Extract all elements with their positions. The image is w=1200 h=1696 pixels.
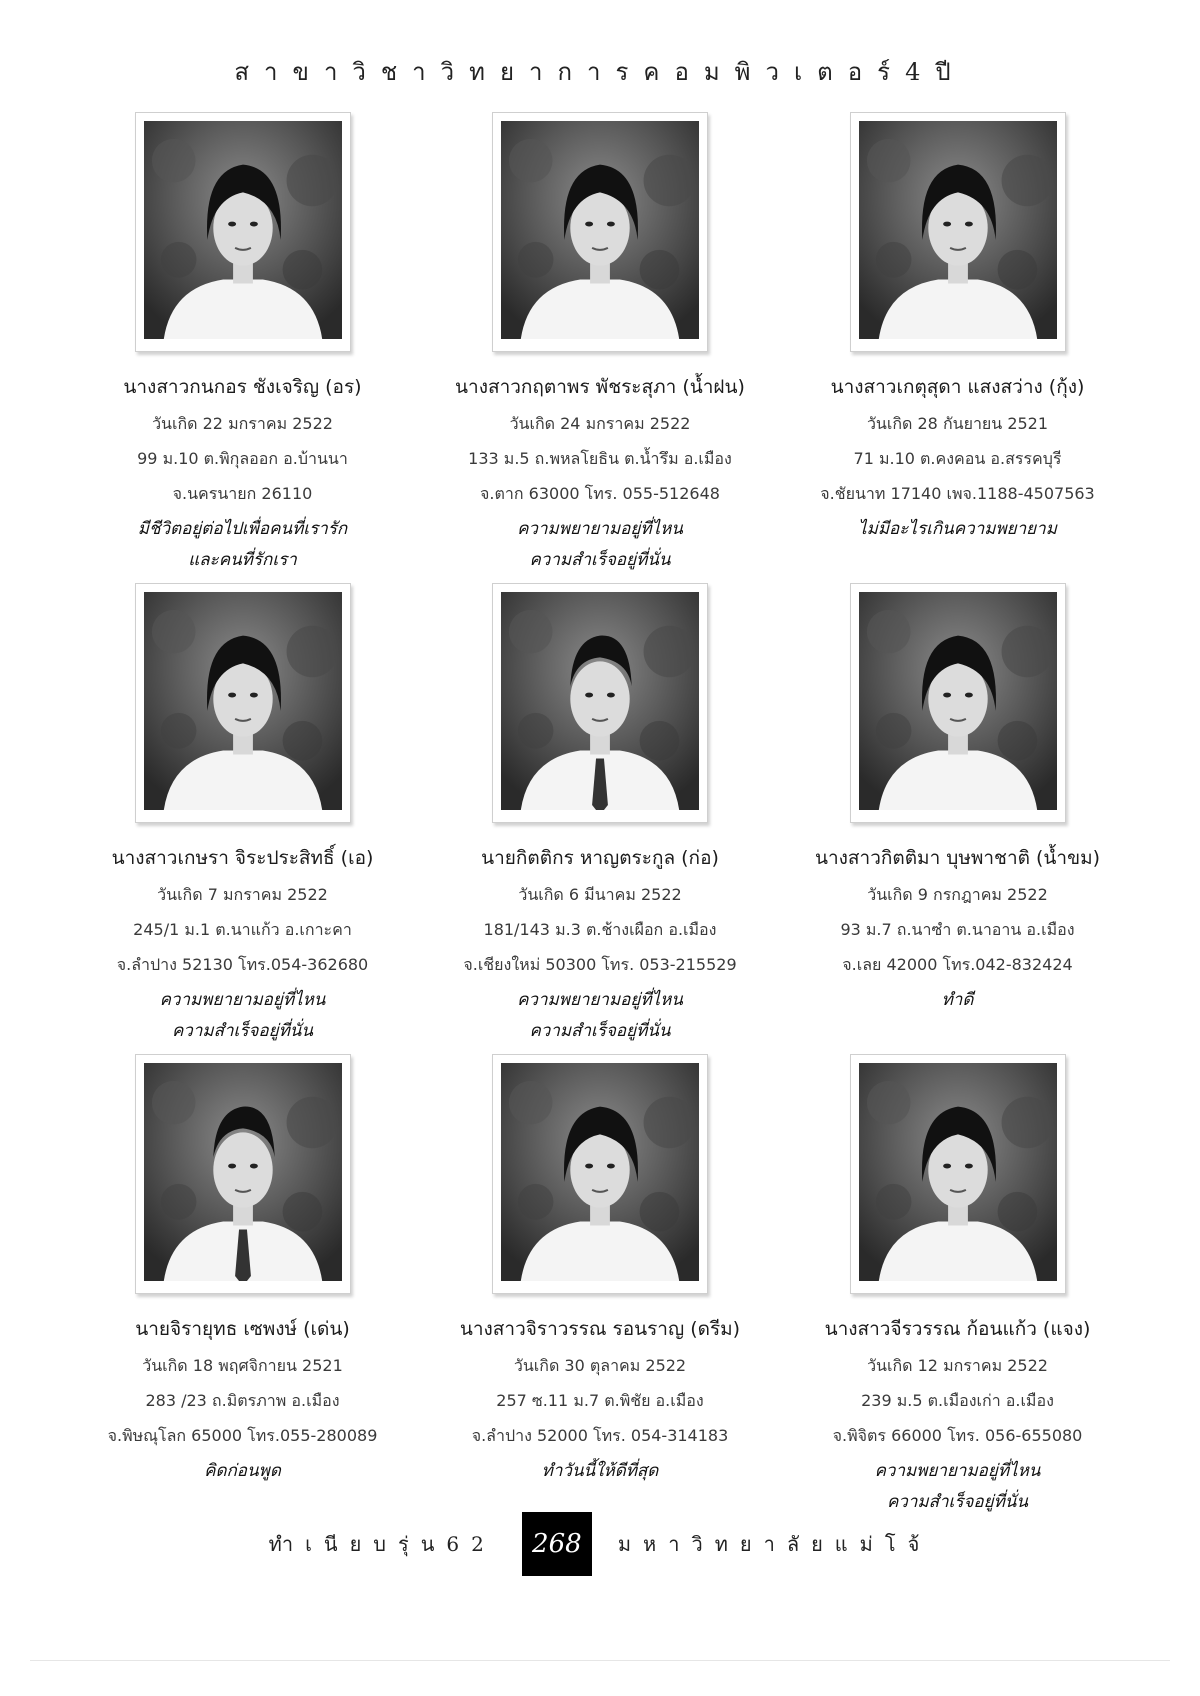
student-motto: ความสำเร็จอยู่ที่นั่น <box>886 1492 1029 1512</box>
student-card <box>428 1054 773 1525</box>
student-address-line-2: จ.นครนายก 26110 <box>172 484 313 503</box>
student-address-line-2: จ.ลำปาง 52130 โทร.054-362680 <box>116 955 369 974</box>
student-birthdate: วันเกิด 24 มกราคม 2522 <box>509 414 691 433</box>
student-address-line-1: 239 ม.5 ต.เมืองเก่า อ.เมือง <box>861 1391 1054 1410</box>
student-photo <box>850 583 1066 823</box>
page-footer <box>0 1512 1200 1576</box>
student-address-line-1: 93 ม.7 ถ.นาซำ ต.นาอาน อ.เมือง <box>840 920 1075 939</box>
student-birthdate: วันเกิด 12 มกราคม 2522 <box>867 1356 1048 1375</box>
student-card <box>70 112 415 583</box>
student-address-line-1: 257 ซ.11 ม.7 ต.พิชัย อ.เมือง <box>496 1391 704 1410</box>
page-title: สาขาวิชาวิทยาการคอมพิวเตอร์4ปี <box>234 58 966 86</box>
student-birthdate: วันเกิด 22 มกราคม 2522 <box>152 414 333 433</box>
student-card <box>428 112 773 583</box>
student-photo <box>492 112 708 352</box>
student-birthdate: วันเกิด 9 กรกฎาคม 2522 <box>867 885 1048 904</box>
student-photo <box>492 1054 708 1294</box>
student-row <box>70 583 1130 1054</box>
footer-university-label: มหาวิทยาลัยแม่โจ้ <box>617 1532 932 1556</box>
student-name: นางสาวเกตุสุดา แสงสว่าง (กุ้ง) <box>830 376 1085 398</box>
student-birthdate: วันเกิด 18 พฤศจิกายน 2521 <box>142 1356 343 1375</box>
student-birthdate: วันเกิด 30 ตุลาคม 2522 <box>513 1356 687 1375</box>
student-card <box>70 1054 415 1525</box>
student-name: นางสาวเกษรา จิระประสิทธิ์ (เอ) <box>111 847 374 869</box>
student-name: นางสาวกิตติมา บุษพาชาติ (น้ำขม) <box>815 847 1100 869</box>
student-motto: ทำดี <box>941 990 974 1010</box>
student-address-line-1: 71 ม.10 ต.คงคอน อ.สรรคบุรี <box>853 449 1062 468</box>
student-card <box>785 583 1130 1054</box>
student-photo <box>135 583 351 823</box>
student-card <box>785 1054 1130 1525</box>
student-name: นางสาวกนกอร ชังเจริญ (อร) <box>123 376 362 398</box>
student-name: นางสาวจิราวรรณ รอนราญ (ดรีม) <box>459 1318 741 1340</box>
student-address-line-1: 133 ม.5 ถ.พหลโยธิน ต.น้ำรึม อ.เมือง <box>468 449 732 468</box>
student-row <box>70 1054 1130 1525</box>
student-photo <box>135 1054 351 1294</box>
student-birthdate: วันเกิด 7 มกราคม 2522 <box>157 885 328 904</box>
student-photo <box>850 112 1066 352</box>
student-name: นางสาวกฤตาพร พัชระสุภา (น้ำฝน) <box>455 376 745 398</box>
student-address-line-1: 245/1 ม.1 ต.นาแก้ว อ.เกาะคา <box>133 920 352 939</box>
student-motto: คิดก่อนพูด <box>204 1461 281 1481</box>
footer-yearbook-label: ทำเนียบรุ่น62 <box>268 1532 496 1556</box>
student-birthdate: วันเกิด 28 กันยายน 2521 <box>866 414 1049 433</box>
student-motto: ความพยายามอยู่ที่ไหน <box>159 990 326 1010</box>
student-name: นายจิรายุทธ เซพงษ์ (เด่น) <box>135 1318 350 1340</box>
student-motto: ความสำเร็จอยู่ที่นั่น <box>529 550 671 570</box>
student-card <box>70 583 415 1054</box>
student-photo <box>492 583 708 823</box>
student-address-line-2: จ.ตาก 63000 โทร. 055-512648 <box>480 484 720 503</box>
student-motto: ความพยายามอยู่ที่ไหน <box>874 1461 1041 1481</box>
page-number: 268 <box>522 1512 592 1576</box>
student-motto: ความพยายามอยู่ที่ไหน <box>517 990 683 1010</box>
student-address-line-2: จ.เลย 42000 โทร.042-832424 <box>842 955 1073 974</box>
student-address-line-1: 283 /23 ถ.มิตรภาพ อ.เมือง <box>145 1391 340 1410</box>
student-card <box>785 112 1130 583</box>
student-address-line-2: จ.ลำปาง 52000 โทร. 054-314183 <box>471 1426 729 1445</box>
student-address-line-2: จ.พิษณุโลก 65000 โทร.055-280089 <box>107 1426 378 1445</box>
student-motto: ทำวันนี้ให้ดีที่สุด <box>541 1461 659 1481</box>
student-name: นายกิตติกร หาญตระกูล (ก่อ) <box>481 847 719 869</box>
bottom-rule <box>30 1660 1170 1661</box>
student-name: นางสาวจีรวรรณ ก้อนแก้ว (แจง) <box>824 1318 1091 1340</box>
student-address-line-2: จ.เชียงใหม่ 50300 โทร. 053-215529 <box>463 955 737 974</box>
student-motto: ไม่มีอะไรเกินความพยายาม <box>858 519 1057 539</box>
student-motto: ความสำเร็จอยู่ที่นั่น <box>529 1021 671 1041</box>
student-photo <box>850 1054 1066 1294</box>
student-birthdate: วันเกิด 6 มีนาคม 2522 <box>518 885 682 904</box>
student-motto: ความสำเร็จอยู่ที่นั่น <box>171 1021 314 1041</box>
student-card <box>428 583 773 1054</box>
student-motto: และคนที่รักเรา <box>188 550 297 570</box>
student-grid <box>70 112 1130 1525</box>
student-address-line-1: 99 ม.10 ต.พิกุลออก อ.บ้านนา <box>137 449 348 468</box>
student-motto: มีชีวิตอยู่ต่อไปเพื่อคนที่เรารัก <box>137 519 348 539</box>
student-row <box>70 112 1130 583</box>
student-address-line-2: จ.ชัยนาท 17140 เพจ.1188-4507563 <box>820 484 1095 503</box>
student-motto: ความพยายามอยู่ที่ไหน <box>517 519 683 539</box>
student-address-line-2: จ.พิจิตร 66000 โทร. 056-655080 <box>832 1426 1083 1445</box>
student-photo <box>135 112 351 352</box>
student-address-line-1: 181/143 ม.3 ต.ช้างเผือก อ.เมือง <box>483 920 717 939</box>
